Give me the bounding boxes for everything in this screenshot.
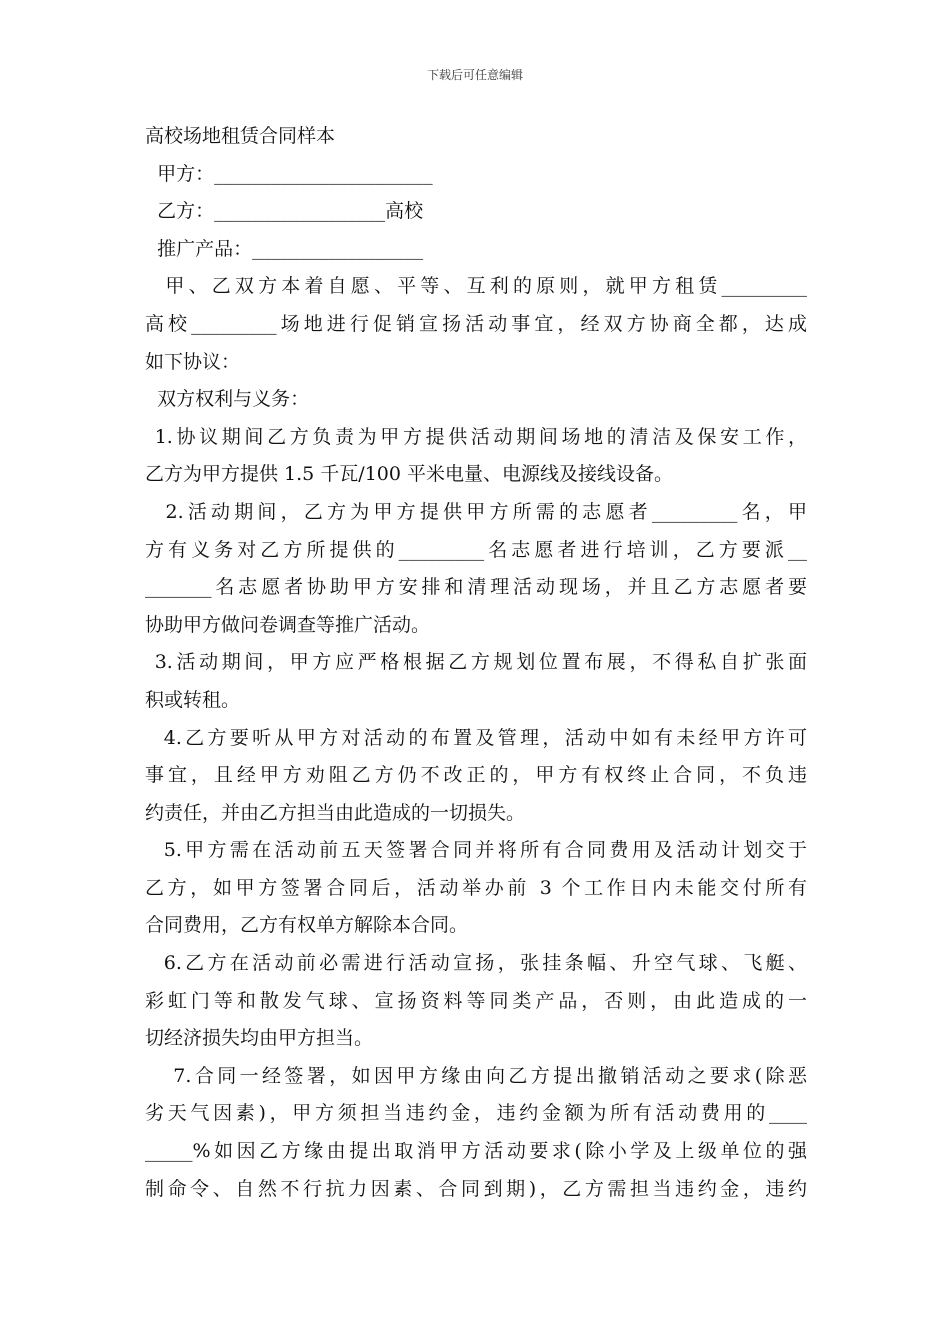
paragraph-line: 5.甲方需在活动前五天签署合同并将所有合同费用及活动计划交于 — [145, 839, 807, 862]
paragraph-line: 推广产品：__________________ — [145, 237, 424, 260]
paragraph-line: 双方权利与义务： — [145, 388, 310, 411]
paragraph-line: 乙方：__________________高校 — [145, 200, 424, 223]
paragraph-line: 乙方，如甲方签署合同后，活动举办前 3 个工作日内未能交付所有 — [145, 876, 807, 899]
paragraph-line: 3.活动期间，甲方应严格根据乙方规划位置布展，不得私自扩张面 — [145, 651, 807, 674]
page-header: 下载后可任意编辑 — [426, 68, 523, 82]
paragraph-line: 2.活动期间，乙方为甲方提供甲方所需的志愿者_________名，甲 — [145, 500, 807, 523]
paragraph-line: 6.乙方在活动前必需进行活动宣扬，张挂条幅、升空气球、飞艇、 — [145, 952, 807, 975]
paragraph-line: 如下协议： — [145, 350, 241, 373]
paragraph-line: 切经济损失均由甲方担当。 — [145, 1027, 374, 1050]
document-title: 高校场地租赁合同样本 — [145, 125, 336, 147]
paragraph-line: 甲、乙双方本着自愿、平等、互利的原则，就甲方租赁_________ — [145, 275, 807, 298]
document-body — [145, 118, 807, 1208]
paragraph-line: 乙方为甲方提供 1.5 千瓦/100 平米电量、电源线及接线设备。 — [145, 463, 674, 486]
paragraph-line: 事宜，且经甲方劝阻乙方仍不改正的，甲方有权终止合同，不负违 — [145, 764, 807, 787]
paragraph-line: 高校_________场地进行促销宣扬活动事宜，经双方协商全都，达成 — [145, 312, 807, 335]
paragraph-line: 制命令、自然不行抗力因素、合同到期)，乙方需担当违约金，违约 — [145, 1177, 807, 1200]
paragraph-line: 协助甲方做问卷调查等推广活动。 — [145, 613, 431, 636]
paragraph-line: 方有义务对乙方所提供的_________名志愿者进行培训，乙方要派__ — [145, 538, 807, 561]
paragraph-line: 合同费用，乙方有权单方解除本合同。 — [145, 914, 469, 937]
paragraph-line: _____%如因乙方缘由提出取消甲方活动要求(除小学及上级单位的强 — [145, 1140, 807, 1163]
paragraph-line: 彩虹门等和散发气球、宣扬资料等同类产品，否则，由此造成的一 — [145, 989, 807, 1012]
paragraph-line: _______名志愿者协助甲方安排和清理活动现场，并且乙方志愿者要 — [145, 576, 807, 599]
paragraph-line: 甲方：_______________________ — [145, 162, 433, 185]
paragraph-line: 7.合同一经签署，如因甲方缘由向乙方提出撤销活动之要求(除恶 — [145, 1064, 807, 1087]
paragraph-line: 约责任，并由乙方担当由此造成的一切损失。 — [145, 801, 526, 824]
paragraph-line: 1.协议期间乙方负责为甲方提供活动期间场地的清洁及保安工作， — [145, 425, 807, 448]
paragraph-line: 积或转租。 — [145, 688, 241, 711]
paragraph-line: 4.乙方要听从甲方对活动的布置及管理，活动中如有未经甲方许可 — [145, 726, 807, 749]
paragraph-line: 劣天气因素)，甲方须担当违约金，违约金额为所有活动费用的____ — [145, 1102, 807, 1125]
